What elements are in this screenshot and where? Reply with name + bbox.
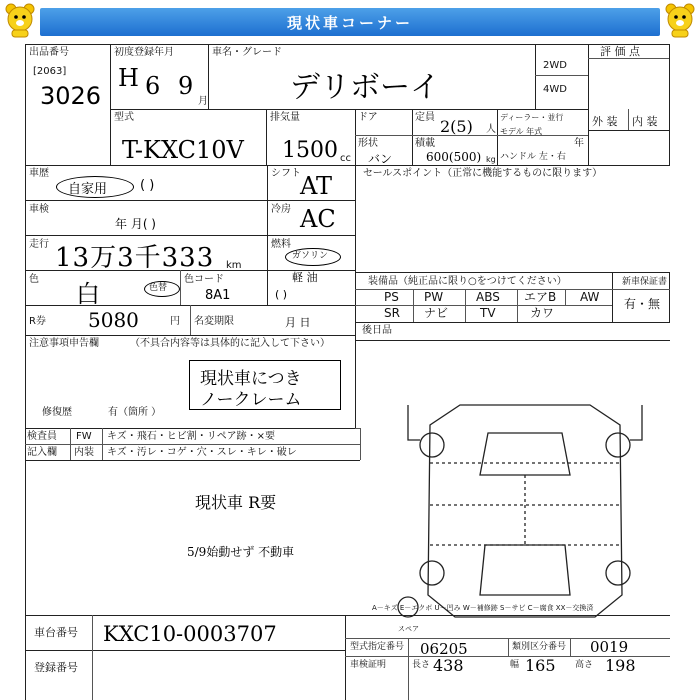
length-label: 長さ [412, 660, 431, 670]
model-label: 型式 [114, 112, 134, 123]
repair-value: 有（箇所 ） [108, 407, 162, 418]
drive-4wd: 4WD [543, 84, 567, 95]
repaint-label: 色替 [149, 283, 168, 293]
km-unit: km [226, 260, 242, 271]
model-year-label: モデル 年式 [500, 127, 543, 136]
door-label: ドア [358, 112, 378, 123]
colorcode-value: 8A1 [205, 288, 231, 303]
history-label: 車歴 [29, 168, 49, 179]
car-diagram [390, 395, 660, 635]
disp-label: 排気量 [270, 112, 300, 123]
warranty-label: 新車保証書 [622, 277, 668, 287]
shaken-line: 年 月( ) [115, 217, 156, 231]
naiso-label: 内装 [74, 447, 94, 458]
mileage-label: 走行 [29, 239, 49, 250]
comment-line1: 現状車 R要 [195, 493, 277, 512]
class-label: 類別区分番号 [512, 642, 567, 652]
width-label: 幅 [510, 660, 520, 670]
type-num-label: 型式指定番号 [350, 642, 405, 652]
class-value: 0019 [590, 638, 629, 656]
repair-label: 修復歴 [42, 407, 72, 418]
equip-item: エアB [524, 290, 557, 304]
lot-label: 出品番号 [29, 47, 69, 58]
equip-item: SR [384, 306, 400, 320]
type-num-value: 06205 [420, 640, 468, 658]
color-value: 白 [76, 280, 100, 308]
lot-small: [2063] [33, 66, 67, 77]
kg-unit: kg [486, 155, 496, 164]
load-value: 600(500) [426, 150, 482, 164]
score-label: 評 価 点 [600, 45, 640, 58]
int-label: 内 装 [632, 115, 658, 128]
reg-era: H [118, 64, 139, 92]
seats-value: 2(5) [440, 117, 473, 136]
lot-number: 3026 [40, 82, 102, 110]
load-label: 積載 [415, 138, 435, 149]
shift-label: シフト [271, 168, 301, 179]
colorcode-label: 色コード [184, 274, 224, 285]
spare-label: スペア [398, 625, 419, 633]
fuel-oil: 軽 油 [292, 271, 318, 284]
header-title: 現状車コーナー [286, 14, 413, 32]
fw-label: FW [76, 431, 92, 442]
chassis-value: KXC10-0003707 [103, 622, 277, 646]
reg-label: 初度登録年月 [114, 47, 174, 58]
reg-month: 9 [178, 72, 194, 100]
inspector-label: 検査員 [27, 431, 57, 442]
length-value: 438 [433, 656, 464, 675]
rear-label: 後日品 [362, 325, 392, 336]
deadline-line: 月 日 [285, 316, 311, 329]
dealer-label: ディーラー・並行 [500, 113, 564, 122]
equip-item: PW [424, 290, 444, 304]
deadline-label: 名変期限 [194, 316, 234, 327]
fuel-paren: ( ) [275, 288, 288, 301]
equip-item: カワ [530, 306, 555, 320]
equip-item: TV [480, 306, 496, 320]
height-label: 高さ [575, 660, 594, 670]
comment-line2: 5/9始動せず 不動車 [187, 545, 295, 559]
reg-year: 6 [145, 72, 161, 100]
mascot-right-icon [664, 2, 696, 38]
history-paren: ( ) [140, 178, 155, 193]
shape-label: 形状 [358, 138, 378, 149]
shape-value: バン [368, 152, 393, 166]
person-unit: 人 [486, 124, 496, 135]
chassis-label: 車台番号 [34, 626, 78, 639]
ext-label: 外 装 [592, 115, 618, 128]
mileage-value: 13万3千333 [55, 243, 215, 273]
yen-unit: 円 [170, 316, 180, 327]
equip-label: 装備品（純正品に限り○をつけてください） [368, 276, 567, 287]
fw-text: キズ・飛石・ヒビ割・リペア跡・×要 [107, 431, 275, 442]
history-value: 自家用 [68, 182, 108, 197]
color-label: 色 [29, 274, 39, 285]
equip-item: ナビ [424, 306, 449, 320]
recorder-label: 記入欄 [27, 447, 57, 458]
car-name: デリボーイ [290, 70, 440, 105]
name-label: 車名・グレード [212, 47, 282, 58]
shift-value: AT [300, 172, 333, 200]
fuel-gas: ガソリン [292, 251, 329, 261]
r-label: R券 [29, 316, 46, 327]
ac-value: AC [300, 205, 336, 233]
model-value: T-KXC10V [122, 136, 244, 164]
equip-item: AW [580, 290, 600, 304]
stamp-line2: ノークレーム [200, 390, 302, 410]
seats-label: 定員 [415, 112, 435, 123]
notes-label: 注意事項申告欄 [29, 338, 99, 349]
handle-label: ハンドル 左・右 [500, 152, 566, 162]
equip-item: ABS [476, 290, 500, 304]
cc-unit: cc [340, 153, 351, 164]
stamp-line1: 現状車につき [200, 369, 302, 389]
header-bar [40, 8, 660, 36]
reg-num-label: 登録番号 [34, 661, 78, 674]
notes-sub: （不具合内容等は具体的に記入して下さい） [130, 338, 330, 349]
naiso-text: キズ・汚レ・コゲ・穴・スレ・キレ・破レ [107, 447, 297, 458]
year-unit: 年 [574, 138, 584, 149]
disp-value: 1500 [282, 138, 338, 163]
drive-2wd: 2WD [543, 60, 567, 71]
shaken-label: 車検 [29, 204, 49, 215]
width-value: 165 [525, 656, 556, 675]
month-unit: 月 [198, 96, 208, 107]
height-value: 198 [605, 656, 636, 675]
cert-label: 車検証明 [350, 660, 387, 670]
legend-text: A－キズ E－エクボ U－凹み W－補修跡 S－サビ C－腐食 XX－交換済 [372, 604, 594, 612]
sales-label: セールスポイント（正常に機能するものに限ります） [363, 168, 603, 179]
equip-item: PS [384, 290, 399, 304]
fuel-label: 燃料 [271, 239, 291, 250]
ac-label: 冷房 [271, 204, 291, 215]
r-value: 5080 [88, 308, 139, 332]
mascot-left-icon [4, 2, 36, 38]
warranty-value: 有・無 [624, 297, 661, 311]
